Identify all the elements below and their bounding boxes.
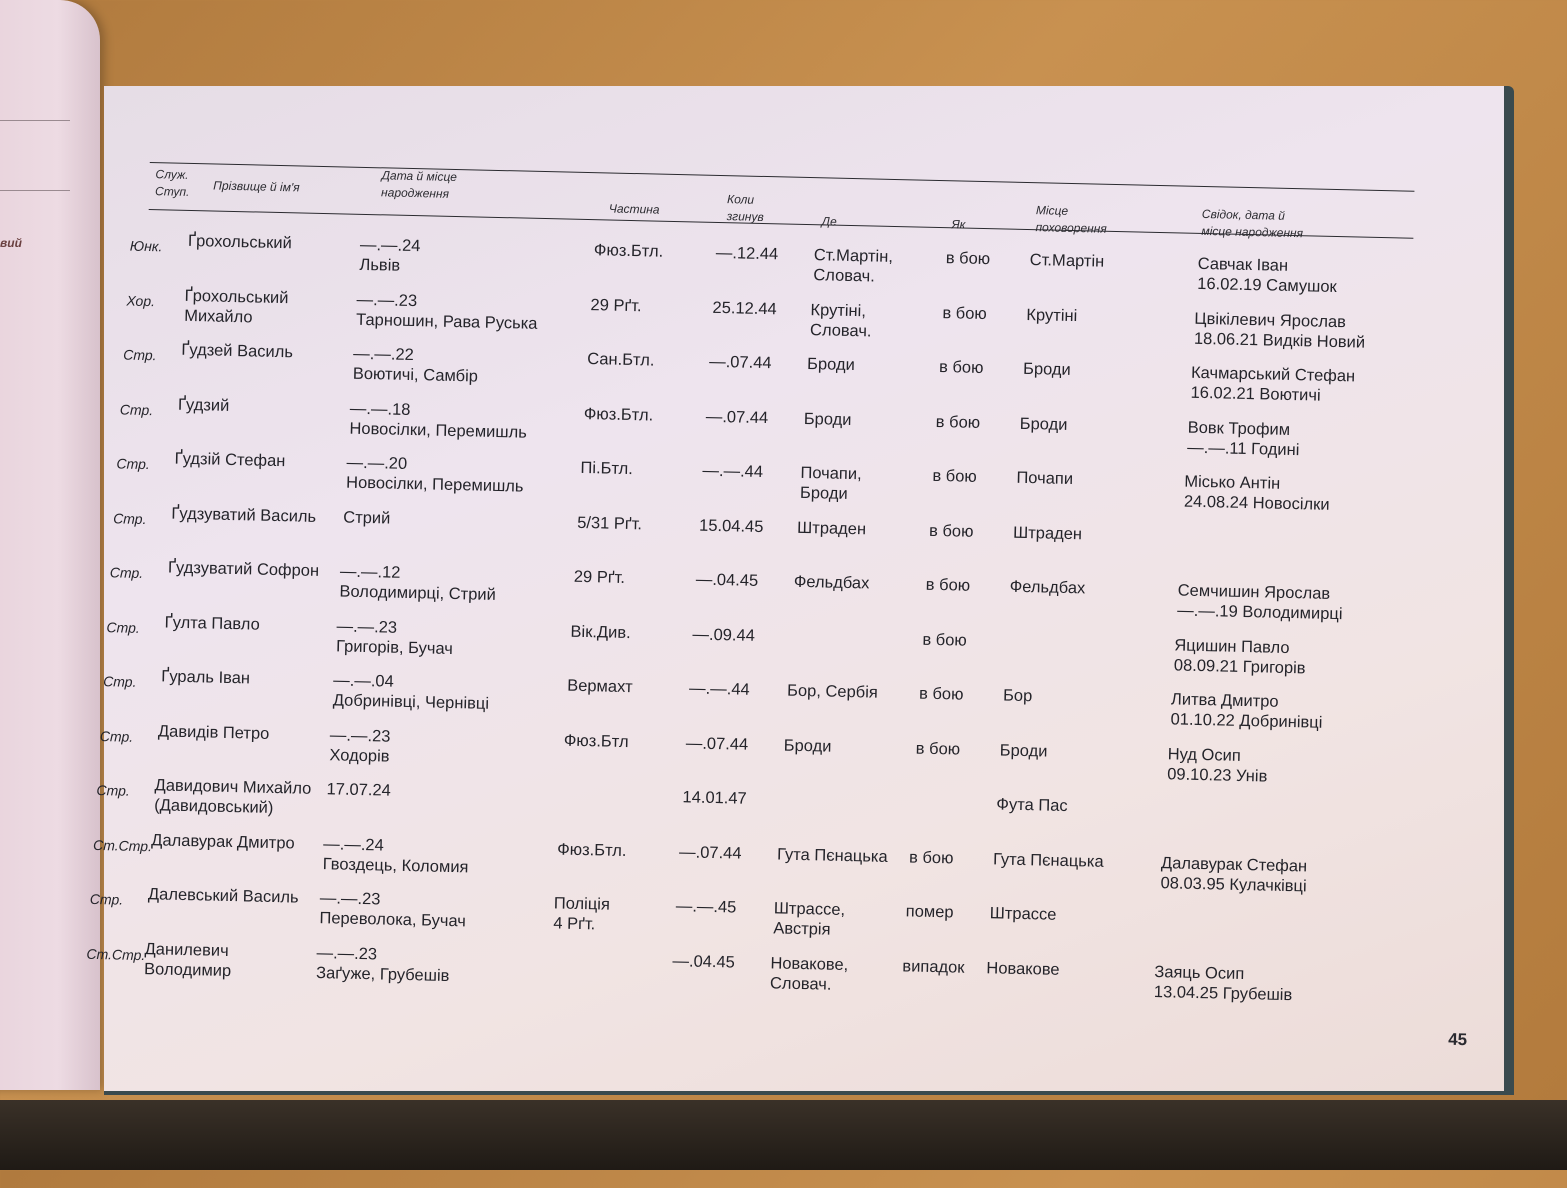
cell-witness-line1: Савчак Іван (1197, 254, 1289, 275)
cell-name-line1: Ґудзуватий Софрон (167, 558, 320, 580)
cell-witness-line2: 08.03.95 Кулачківці (1160, 873, 1307, 895)
cell-birth-line1: —.—.23 (356, 290, 418, 310)
cell-birth-line2: Григорів, Бучач (335, 636, 454, 658)
cell-died: 25.12.44 (712, 298, 777, 318)
cell-unit (564, 730, 629, 751)
cell-name-line1: Ґулта Павло (164, 613, 260, 634)
cell-name-line2: Михайло (183, 306, 253, 326)
cell-burial: Фута Пас (996, 795, 1068, 816)
cell-birth-line2: Добринівці, Чернівці (332, 691, 490, 713)
cell-where-line1: Броди (806, 355, 856, 375)
cell-died: —.07.44 (705, 407, 769, 427)
cell-burial: Почапи (1016, 468, 1074, 489)
cell-unit (567, 676, 633, 697)
cell-died: —.04.45 (695, 570, 759, 590)
cell-died: 14.01.47 (682, 788, 747, 808)
cell-burial: Крутіні (1026, 305, 1078, 325)
cell-rank: Стр. (99, 727, 134, 745)
cell-unit-line2: 4 Рґт. (553, 914, 596, 934)
cell-birth-line2: Новосілки, Перемишль (349, 419, 528, 442)
cell-unit-line1: 5/31 Рґт. (577, 513, 643, 533)
cell-how: в бою (908, 847, 954, 867)
cell-name (184, 285, 289, 327)
cell-name (154, 775, 312, 819)
cell-witness (1154, 962, 1293, 1005)
cell-name-line1: Ґрохольський (184, 286, 289, 307)
cell-witness-line2: —.—.19 Володимирці (1177, 601, 1343, 624)
cell-birth-line2: Львів (359, 255, 401, 275)
header-unit: Частина (608, 201, 660, 217)
cell-name (188, 231, 292, 253)
cell-birth-line2: Ходорів (329, 745, 390, 766)
cell-rank: Стр. (89, 890, 124, 908)
header-name: Прізвище й ім'я (213, 178, 300, 195)
cell-where (784, 735, 832, 756)
cell-witness (1190, 363, 1355, 407)
cell-name (178, 394, 230, 415)
cell-rank: Ст.Стр. (86, 945, 146, 963)
cell-witness (1177, 580, 1343, 624)
cell-where-line1: Бор, Сербія (786, 681, 878, 702)
cell-name-line2: (Давидовський) (153, 796, 274, 818)
cell-rank: Стр. (116, 455, 150, 473)
cell-witness (1167, 744, 1268, 786)
cell-witness-line1: Місько Антін (1184, 472, 1281, 493)
cell-birth-line1: —.—.23 (329, 725, 391, 746)
cell-witness (1187, 417, 1300, 460)
cell-unit (587, 349, 655, 371)
cell-name-line1: Далевський Василь (147, 885, 299, 907)
cell-burial: Бор (1002, 686, 1033, 706)
cell-rank: Стр. (102, 673, 137, 690)
cell-where (773, 898, 845, 940)
cell-where-line2: Словач. (809, 320, 872, 340)
left-page-fragment: вий (0, 236, 22, 250)
cell-where-line2: Броди (799, 483, 848, 503)
cell-witness (1184, 472, 1331, 515)
cell-unit-line1: Поліція (553, 894, 611, 914)
cell-name (158, 721, 270, 744)
cell-rank: Стр. (96, 781, 130, 799)
cell-how: випадок (902, 956, 965, 977)
cell-witness-line1: Заяць Осип (1154, 962, 1245, 983)
cell-where-line1: Броди (783, 736, 832, 756)
cell-where-line1: Фельдбах (793, 572, 870, 593)
cell-witness-line1: Семчишин Ярослав (1177, 581, 1331, 603)
cell-unit-line1: 29 Рґт. (590, 295, 642, 315)
cell-name (144, 939, 232, 981)
cell-how: в бою (932, 466, 978, 486)
cell-name-line1: Данилевич (144, 939, 229, 960)
cell-birth (319, 888, 466, 931)
cell-birth-line2: Воютичі, Самбір (352, 364, 479, 386)
cell-burial: Штрассе (989, 904, 1057, 924)
cell-birth-line2: Заґуже, Грубешів (315, 963, 450, 985)
cell-birth (326, 779, 391, 800)
cell-where (813, 245, 893, 287)
cell-where-line2: Австрія (773, 919, 831, 939)
cell-birth (339, 561, 496, 605)
cell-birth (356, 289, 538, 333)
cell-where-line1: Штраден (796, 518, 867, 538)
cell-where-line1: Ст.Мартін, (813, 246, 894, 266)
cell-how: помер (905, 902, 954, 922)
cell-where (807, 354, 855, 375)
cell-witness-line1: Вовк Трофим (1187, 418, 1291, 439)
cell-name (174, 449, 285, 472)
cell-where (770, 953, 849, 995)
cell-died: 15.04.45 (698, 516, 764, 536)
cell-witness-line2: 09.10.23 Унів (1167, 764, 1268, 786)
cell-where-line2: Словач. (769, 973, 832, 994)
cell-where (777, 844, 888, 867)
cell-unit-line1: Вермахт (566, 676, 633, 697)
cell-birth-line1: —.—.23 (336, 616, 398, 637)
cell-rank: Юнк. (129, 237, 163, 255)
cell-burial: Штраден (1012, 523, 1083, 543)
cell-unit (574, 567, 625, 588)
cell-rank: Стр. (109, 564, 144, 581)
cell-name-line1: Ґудзий (177, 395, 230, 415)
cell-witness-line2: —.—.11 Годині (1187, 438, 1300, 459)
cell-witness-line1: Нуд Осип (1167, 744, 1241, 765)
cell-rank: Стр. (113, 509, 147, 527)
cell-burial: Новакове (986, 958, 1060, 979)
cell-burial: Фельдбах (1009, 577, 1086, 598)
cell-name (148, 884, 299, 907)
cell-birth-line2: Стрий (343, 508, 391, 528)
page-number: 45 (1447, 1029, 1468, 1050)
cell-burial: Броди (999, 740, 1048, 761)
cell-unit-line1: Вік.Див. (570, 622, 631, 642)
cell-birth-line1: —.—.18 (349, 399, 411, 419)
cell-birth (359, 235, 420, 276)
cell-where (810, 300, 872, 341)
cell-unit (594, 240, 664, 262)
header-rank: Служ. Ступ. (154, 167, 190, 199)
cell-witness (1174, 635, 1307, 678)
cell-burial: Ст.Мартін (1029, 251, 1105, 271)
cell-witness (1194, 308, 1366, 352)
cell-witness-line2: 18.06.21 Видків Новий (1193, 329, 1366, 352)
cell-name (168, 558, 320, 581)
cell-birth-line1: —.—.23 (316, 943, 378, 963)
cell-witness-line2: 13.04.25 Грубешів (1153, 982, 1293, 1004)
cell-where-line1: Броди (803, 409, 852, 429)
cell-unit (590, 295, 641, 316)
cell-unit (580, 458, 633, 479)
cell-where-line1: Крутіні, (810, 300, 867, 320)
cell-rank: Стр. (123, 346, 157, 364)
cell-name-line1: Ґудзей Василь (181, 340, 294, 362)
cell-died: —.12.44 (715, 243, 779, 264)
cell-name (164, 612, 260, 634)
cell-name (161, 666, 250, 688)
cell-where (787, 681, 878, 703)
cell-burial: Гута Пєнацька (992, 849, 1104, 871)
cell-how: в бою (925, 575, 971, 595)
cell-birth-line1: —.—.23 (319, 889, 381, 909)
cell-died: —.—.44 (688, 679, 750, 699)
cell-unit-line1: Пі.Бтл. (580, 458, 634, 479)
cell-name-line1: Далавурак Дмитро (151, 830, 295, 853)
cell-name-line1: Ґудзуватий Василь (171, 504, 317, 526)
cell-witness-line1: Качмарський Стефан (1190, 363, 1356, 386)
cell-unit-line1: Фюз.Бтл (563, 731, 629, 751)
cell-unit (553, 893, 610, 934)
cell-witness-line1: Цвікілевич Ярослав (1194, 309, 1347, 331)
cell-witness-line1: Литва Дмитро (1170, 690, 1279, 711)
cell-name (181, 340, 293, 363)
cell-died: —.09.44 (692, 624, 756, 645)
cell-birth (323, 834, 470, 877)
cell-where (794, 572, 870, 594)
cell-name-line1: Ґудзій Стефан (174, 449, 286, 471)
cell-birth-line2: Володимирці, Стрий (339, 582, 497, 605)
cell-name-line2: Володимир (143, 959, 232, 980)
cell-witness (1170, 689, 1323, 732)
cell-birth (353, 344, 479, 387)
cell-witness-line2: 24.08.24 Новосілки (1183, 492, 1330, 514)
cell-where (800, 463, 862, 504)
cell-birth-line2: Переволока, Бучач (319, 909, 467, 931)
cell-witness-line1: Далавурак Стефан (1160, 853, 1308, 875)
header-top-rule (150, 162, 1415, 192)
header-witness: Свідок, дата й місце народження (1201, 206, 1304, 241)
cell-how: в бою (945, 249, 991, 269)
cell-birth (316, 943, 450, 986)
cell-birth-line2: Тарношин, Рава Руська (355, 310, 538, 333)
cell-witness-line2: 01.10.22 Добринівці (1170, 710, 1323, 732)
header-birth: Дата й місце народження (380, 168, 458, 201)
cell-witness (1197, 254, 1337, 297)
cell-how: в бою (942, 303, 988, 323)
cell-name-line1: Давидович Михайло (154, 776, 312, 798)
cell-unit (577, 512, 642, 533)
cell-where-line1: Штрассе, (773, 899, 846, 920)
cell-birth-line1: —.—.24 (359, 235, 421, 256)
cell-how: в бою (915, 739, 961, 759)
cell-where-line2: Словач. (813, 266, 876, 286)
cell-witness-line2: 16.02.19 Самушок (1197, 274, 1337, 297)
cell-witness (1160, 853, 1307, 896)
cell-unit-line1: Фюз.Бтл. (556, 839, 627, 860)
cell-witness-line2: 16.02.21 Воютичі (1190, 383, 1321, 405)
cell-rank: Стр. (106, 618, 140, 636)
cell-how: в бою (935, 412, 981, 432)
cell-rank: Хор. (126, 292, 156, 309)
cell-name (171, 503, 316, 526)
cell-birth-line1: —.—.22 (353, 344, 414, 365)
cell-birth-line1: —.—.24 (323, 834, 384, 855)
cell-died: —.—.45 (675, 897, 737, 917)
cell-birth-line1: —.—.20 (346, 453, 408, 473)
cell-name-line1: Ґрохольський (187, 231, 293, 253)
header-how: Як (951, 217, 966, 232)
cell-name-line1: Ґураль Іван (161, 667, 251, 688)
cell-unit-line1: 29 Рґт. (573, 567, 626, 587)
cell-birth-line2: Новосілки, Перемишль (345, 473, 524, 496)
header-burial: Місце поховорення (1035, 203, 1107, 236)
cell-birth-line2: Гвоздець, Коломия (322, 854, 469, 876)
cell-unit-line1: Сан.Бтл. (587, 350, 655, 370)
cell-died: —.04.45 (672, 951, 736, 972)
cell-died: —.—.44 (702, 461, 764, 482)
cell-birth (346, 453, 524, 497)
cell-burial: Броди (1022, 359, 1071, 379)
cell-how: в бою (928, 521, 974, 541)
cell-where-line1: Гута Пєнацька (776, 844, 888, 866)
cell-where (797, 517, 866, 539)
cell-how: в бою (922, 630, 968, 650)
cell-birth (329, 725, 390, 766)
header-died: Коли згинув (726, 192, 764, 224)
cell-rank: Стр. (119, 400, 154, 418)
cell-where (804, 408, 852, 429)
cell-unit (570, 621, 631, 642)
cell-birth-line1: 17.07.24 (326, 780, 392, 800)
cell-birth-line1: —.—.04 (333, 671, 394, 691)
cell-birth (336, 616, 454, 659)
cell-birth (349, 398, 527, 442)
cell-unit-line1: Фюз.Бтл. (583, 404, 654, 425)
cell-birth (333, 670, 490, 714)
cell-witness-line1: Яцишин Павло (1174, 635, 1290, 657)
cell-name (151, 830, 295, 853)
cell-died: —.07.44 (708, 352, 772, 373)
cell-birth-line1: —.—.12 (339, 562, 401, 582)
cell-where-line1: Новакове, (770, 953, 849, 974)
cell-unit (557, 839, 627, 861)
header-where: Де (821, 214, 837, 229)
cell-died: —.07.44 (678, 842, 742, 863)
cell-witness-line2: 08.09.21 Григорів (1173, 655, 1306, 677)
cell-how: в бою (918, 684, 964, 704)
cell-name-line1: Давидів Петро (157, 721, 270, 743)
cell-burial: Броди (1019, 414, 1068, 434)
cell-rank: Ст.Стр. (92, 836, 153, 854)
cell-where-line1: Почапи, (800, 463, 862, 484)
cell-unit (584, 403, 654, 425)
cell-unit-line1: Фюз.Бтл. (593, 241, 664, 261)
cell-how: в бою (938, 358, 984, 378)
cell-birth (343, 507, 391, 528)
cell-died: —.07.44 (685, 733, 749, 754)
